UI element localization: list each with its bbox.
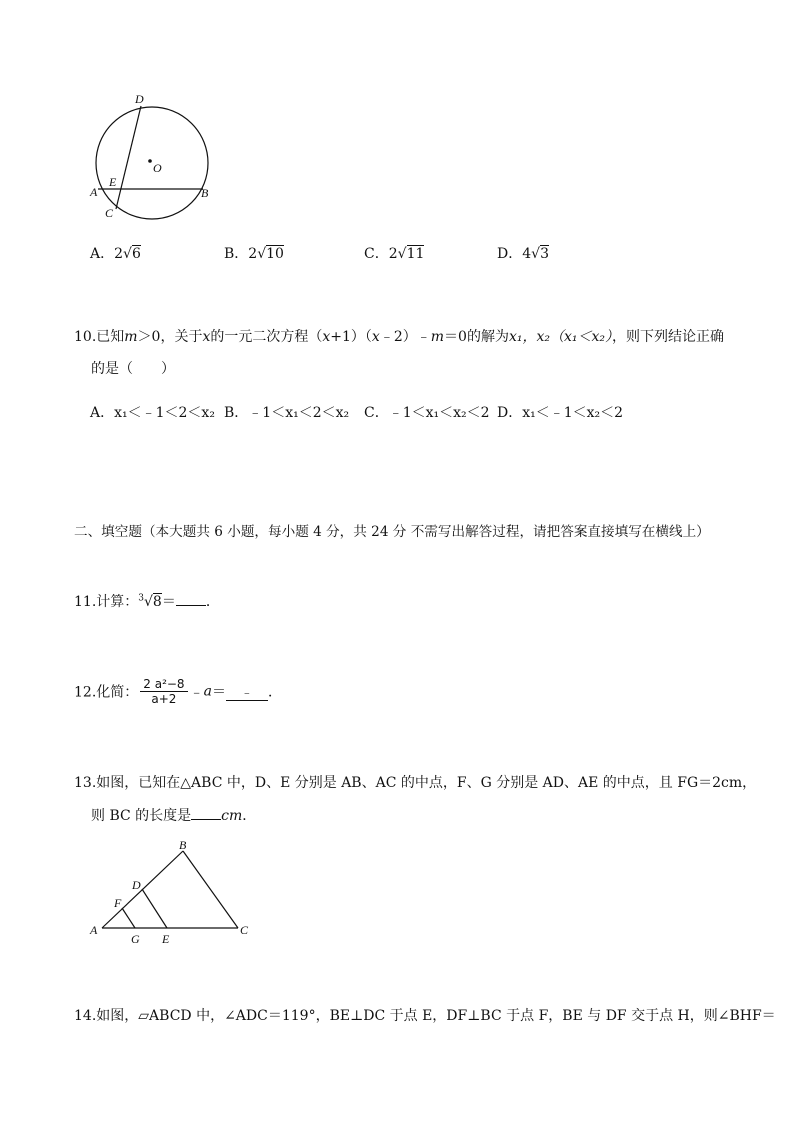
var-a: a <box>203 683 212 700</box>
q10-text: ＞0，关于 <box>137 329 203 345</box>
var-m: m <box>430 329 445 345</box>
option-coef: 4 <box>522 246 532 262</box>
label-c: C <box>240 923 249 937</box>
circle-figure <box>85 88 225 223</box>
q10-text: ﹣2）﹣ <box>379 329 431 345</box>
q14-line1: 14.如图，▱ABCD 中，∠ADC＝119°，BE⊥DC 于点 E，DF⊥BC 于点 F，BE 与 DF 交于点 H，则∠BHF＝ <box>74 1008 776 1024</box>
segment-de <box>142 889 167 928</box>
unit: cm <box>221 808 243 824</box>
option-radicand: 6 <box>131 246 141 262</box>
sqrt-sign: √ <box>144 594 153 610</box>
equals: ＝ <box>161 594 176 610</box>
q10-text: ，则下列结论正确 <box>611 329 724 345</box>
option-coef: 2 <box>388 246 398 262</box>
side-bc <box>183 851 238 928</box>
q10-text: 的一元二次方程（ <box>210 329 323 345</box>
q10-option-d: D．x₁＜﹣1＜x₂＜2 <box>497 405 624 421</box>
label-e: E <box>162 932 170 946</box>
option-coef: 2 <box>114 246 124 262</box>
q10-option-b: B．﹣1＜x₁＜2＜x₂ <box>224 405 350 421</box>
answer-blank[interactable]: ﹣ <box>226 683 268 701</box>
center-point <box>148 159 152 163</box>
label-a: A <box>90 185 98 199</box>
option-coef: 2 <box>248 246 258 262</box>
period: ． <box>242 808 257 824</box>
equals: ＝ <box>211 684 226 701</box>
fraction <box>140 677 187 706</box>
label-g: G <box>131 932 140 946</box>
numerator: 2 a²−8 <box>140 677 187 692</box>
label-b: B <box>201 186 209 200</box>
q10-solutions: x₁，x₂（x₁＜x₂） <box>508 329 612 345</box>
q9-option-d <box>497 243 549 263</box>
q12 <box>74 677 282 706</box>
label-f: F <box>114 896 122 910</box>
option-letter: C． <box>364 246 389 262</box>
q9-option-b <box>224 243 284 263</box>
chord-dc <box>116 106 141 209</box>
minus: ﹣ <box>189 684 204 701</box>
q13-line1: 13.如图，已知在△ABC 中，D、E 分别是 AB、AC 的中点，F、G 分别是 AD、AE 的中点，且 FG＝2cm， <box>74 775 757 791</box>
circle-outline <box>96 107 208 219</box>
q10-option-c: C．﹣1＜x₁＜x₂＜2 <box>364 405 490 421</box>
sqrt-sign: √ <box>123 246 132 262</box>
label-d: D <box>132 878 141 892</box>
q13-line2 <box>91 805 256 825</box>
section-title: 二、填空题（本大题共 6 小题，每小题 4 分，共 24 分 不需写出解答过程，请把答案直接填写在横线上） <box>74 524 710 540</box>
denominator: a+2 <box>151 692 177 706</box>
root-index: 3 <box>138 593 144 604</box>
period: ． <box>267 684 282 701</box>
q9-option-a <box>90 243 141 263</box>
option-radicand: 3 <box>540 246 549 262</box>
label-e: E <box>109 175 117 189</box>
q12-prefix: 12.化简： <box>74 684 139 701</box>
sqrt-sign: √ <box>531 246 541 262</box>
var-x: x <box>202 329 211 345</box>
label-o: O <box>153 161 162 175</box>
sqrt-sign: √ <box>397 246 407 262</box>
answer-blank[interactable] <box>176 593 206 606</box>
q10-text: +1）（ <box>330 329 372 345</box>
label-a: A <box>90 923 98 937</box>
segment-fg <box>122 908 135 928</box>
q11-prefix: 11.计算： <box>74 594 139 610</box>
option-letter: A． <box>90 246 115 262</box>
option-radicand: 11 <box>406 246 425 262</box>
var-x: x <box>371 329 380 345</box>
label-d: D <box>135 92 144 106</box>
label-c: C <box>105 206 114 220</box>
triangle-figure <box>85 835 260 950</box>
q10-option-a: A．x₁＜﹣1＜2＜x₂ <box>90 405 215 421</box>
q11 <box>74 591 220 611</box>
q9-option-c <box>364 243 424 263</box>
option-radicand: 10 <box>266 246 284 262</box>
radicand: 8 <box>152 594 162 610</box>
sqrt-sign: √ <box>257 246 267 262</box>
var-m: m <box>124 329 138 345</box>
option-letter: B． <box>224 246 249 262</box>
q13-text: 则 BC 的长度是 <box>91 808 192 824</box>
answer-blank[interactable] <box>191 807 221 820</box>
q10-text: 10.已知 <box>74 329 125 345</box>
q10-line2: 的是（ ） <box>91 361 175 377</box>
period: ． <box>205 594 220 610</box>
var-x: x <box>322 329 331 345</box>
q10-text: ＝0的解为 <box>444 329 509 345</box>
option-letter: D． <box>497 246 523 262</box>
q10-line1 <box>74 326 724 346</box>
label-b: B <box>179 838 187 852</box>
